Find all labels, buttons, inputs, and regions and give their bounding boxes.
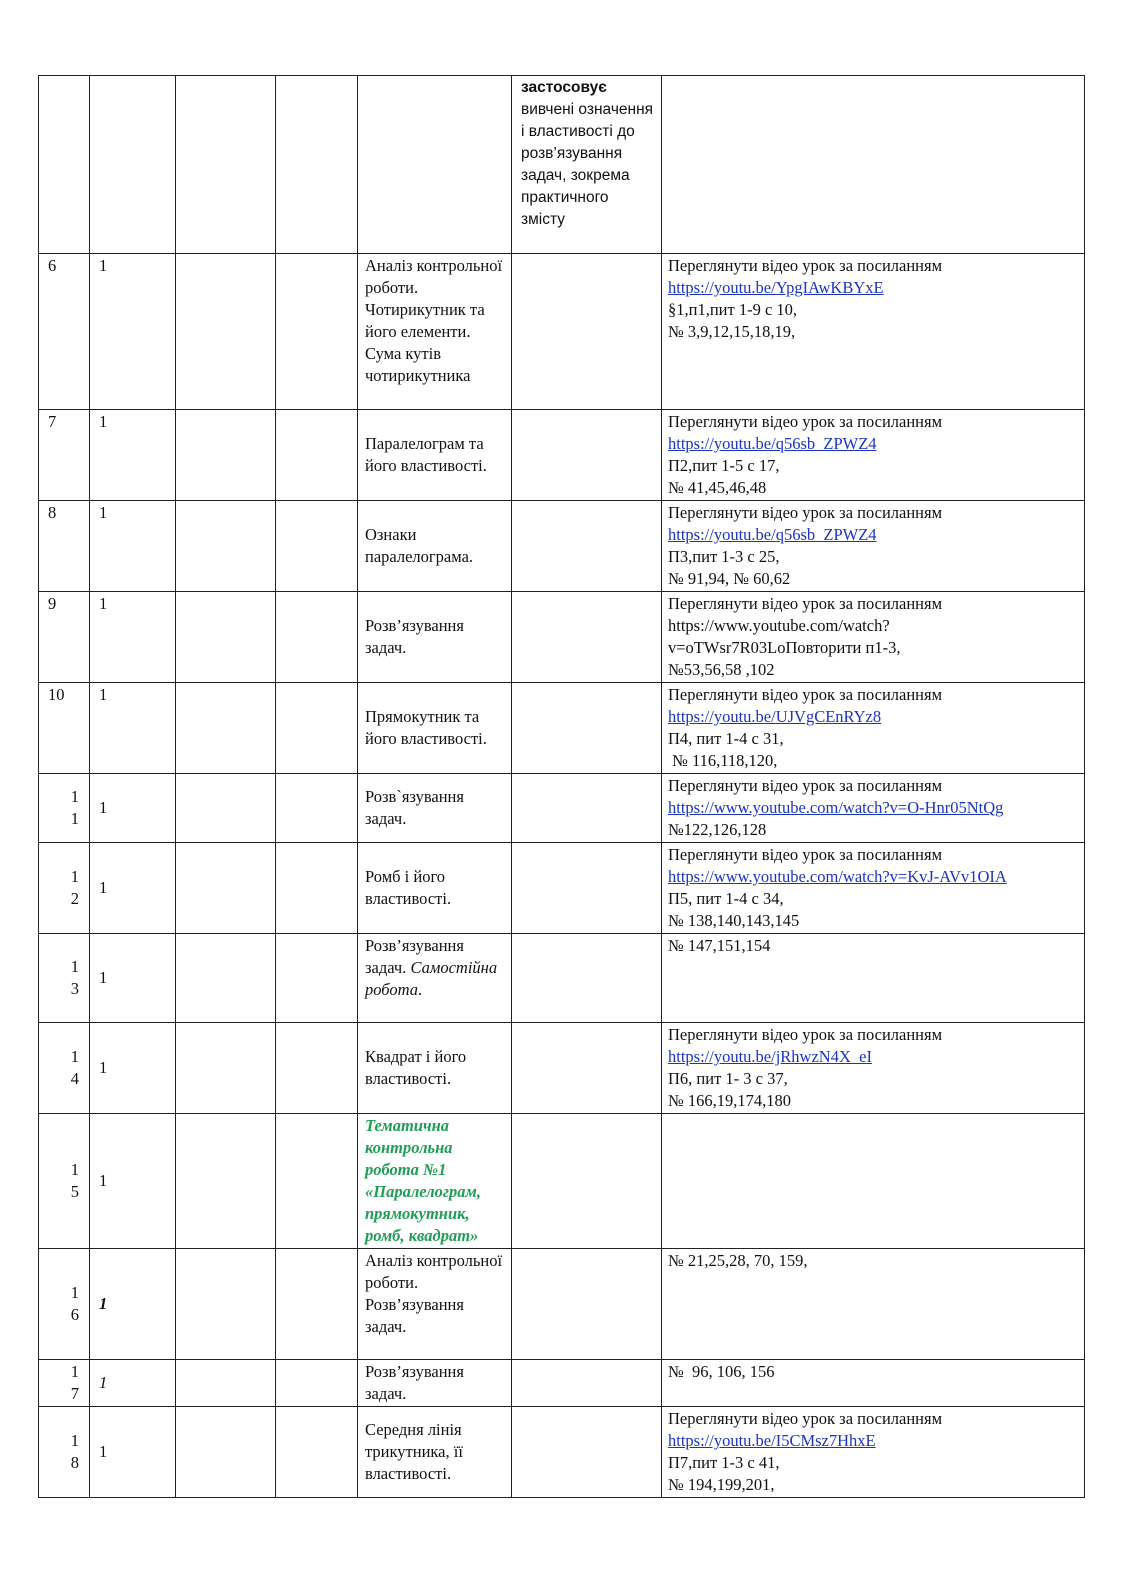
table-row bbox=[39, 774, 1085, 843]
outcome-text: вивчені означення і властивості до розв’язування задач, зокрема практичного змісту bbox=[521, 101, 654, 228]
empty-cell bbox=[176, 1360, 276, 1407]
video-instruction: Переглянути відео урок за посиланням bbox=[668, 845, 943, 864]
topic-text: Прямокутник та його властивості. bbox=[358, 683, 512, 774]
table-row bbox=[39, 76, 1085, 254]
hours-value: 1 bbox=[90, 683, 176, 774]
lesson-number-digit: 8 bbox=[70, 1453, 79, 1472]
video-instruction: Переглянути відео урок за посиланням bbox=[668, 594, 943, 613]
learning-outcome-cell bbox=[512, 1249, 662, 1360]
lesson-number-digit: 5 bbox=[70, 1182, 79, 1201]
lesson-number bbox=[39, 1407, 90, 1498]
lesson-number-digit: 1 bbox=[70, 787, 79, 806]
lesson-number: 10 bbox=[39, 683, 90, 774]
topic-end: . bbox=[417, 980, 423, 999]
homework-cell bbox=[662, 774, 1085, 843]
learning-outcome-cell bbox=[512, 592, 662, 683]
empty-cell bbox=[276, 683, 358, 774]
empty-cell bbox=[276, 592, 358, 683]
lesson-number bbox=[39, 1249, 90, 1360]
learning-outcome-cell bbox=[512, 1360, 662, 1407]
video-instruction: Переглянути відео урок за посиланням bbox=[668, 412, 943, 431]
homework-line: https://www.youtube.com/watch? bbox=[668, 616, 890, 635]
learning-outcome-cell bbox=[512, 254, 662, 410]
topic-text: Розв’язування задач. bbox=[358, 592, 512, 683]
topic-text: Ознаки паралелограма. bbox=[358, 501, 512, 592]
video-link[interactable]: https://www.youtube.com/watch?v=O-Hnr05NtQg bbox=[668, 798, 1004, 817]
lesson-number-digit: 1 bbox=[70, 1160, 79, 1179]
video-link[interactable]: https://youtu.be/jRhwzN4X_eI bbox=[668, 1047, 872, 1066]
empty-cell bbox=[176, 843, 276, 934]
video-link[interactable]: https://youtu.be/UJVgCEnRYz8 bbox=[668, 707, 882, 726]
video-instruction: Переглянути відео урок за посиланням bbox=[668, 685, 943, 704]
learning-outcome-cell bbox=[512, 410, 662, 501]
outcome-keyword: застосовує bbox=[521, 79, 607, 96]
homework-cell bbox=[662, 843, 1085, 934]
lesson-number bbox=[39, 1023, 90, 1114]
lesson-number-digit: 1 bbox=[70, 1431, 79, 1450]
learning-outcome-cell bbox=[512, 774, 662, 843]
empty-cell bbox=[276, 843, 358, 934]
lesson-number-digit: 1 bbox=[70, 867, 79, 886]
video-instruction: Переглянути відео урок за посиланням bbox=[668, 503, 943, 522]
homework-line: № 138,140,143,145 bbox=[668, 911, 800, 930]
learning-outcome-cell bbox=[512, 683, 662, 774]
lesson-number-cell bbox=[39, 76, 90, 254]
hours-value: 1 bbox=[90, 592, 176, 683]
homework-line: № 41,45,46,48 bbox=[668, 478, 767, 497]
empty-cell bbox=[176, 410, 276, 501]
empty-cell bbox=[276, 1023, 358, 1114]
homework-cell bbox=[662, 410, 1085, 501]
table-row bbox=[39, 934, 1085, 1023]
video-link[interactable]: https://youtu.be/I5CMsz7HhxE bbox=[668, 1431, 876, 1450]
lesson-number-digit: 4 bbox=[70, 1069, 79, 1088]
test-topic-text: Тематична контрольна робота №1 «Паралелограм, прямокутник, ромб, квадрат» bbox=[358, 1114, 512, 1249]
empty-cell bbox=[276, 76, 358, 254]
video-instruction: Переглянути відео урок за посиланням bbox=[668, 1025, 943, 1044]
homework-line: № 96, 106, 156 bbox=[668, 1362, 775, 1381]
homework-line: № 91,94, № 60,62 bbox=[668, 569, 791, 588]
empty-cell bbox=[176, 592, 276, 683]
learning-outcome-cell bbox=[512, 843, 662, 934]
lesson-number: 8 bbox=[39, 501, 90, 592]
empty-cell bbox=[176, 774, 276, 843]
empty-cell bbox=[176, 683, 276, 774]
learning-outcome-cell bbox=[512, 1407, 662, 1498]
hours-value: 1 bbox=[90, 410, 176, 501]
homework-cell bbox=[662, 683, 1085, 774]
empty-cell bbox=[176, 76, 276, 254]
empty-cell bbox=[176, 1114, 276, 1249]
homework-line: v=oTWsr7R03LoПовторити п1-3, bbox=[668, 638, 901, 657]
topic-text: Ромб і його властивості. bbox=[358, 843, 512, 934]
homework-cell bbox=[662, 254, 1085, 410]
homework-line: П5, пит 1-4 с 34, bbox=[668, 889, 784, 908]
lesson-number-digit: 1 bbox=[70, 1362, 79, 1381]
hours-value: 1 bbox=[90, 1114, 176, 1249]
lesson-number bbox=[39, 1114, 90, 1249]
hours-cell bbox=[90, 76, 176, 254]
hours-value: 1 bbox=[90, 254, 176, 410]
empty-cell bbox=[176, 254, 276, 410]
video-instruction: Переглянути відео урок за посиланням bbox=[668, 776, 943, 795]
lesson-plan-table bbox=[38, 75, 1085, 1498]
hours-value: 1 bbox=[90, 1023, 176, 1114]
video-link[interactable]: https://youtu.be/q56sb_ZPWZ4 bbox=[668, 525, 877, 544]
lesson-number bbox=[39, 1360, 90, 1407]
empty-cell bbox=[276, 934, 358, 1023]
lesson-number-digit: 2 bbox=[70, 889, 79, 908]
lesson-number bbox=[39, 774, 90, 843]
hours-value: 1 bbox=[90, 1249, 176, 1360]
table-row bbox=[39, 1360, 1085, 1407]
lesson-number-digit: 1 bbox=[70, 809, 79, 828]
table-row bbox=[39, 1023, 1085, 1114]
homework-line: П7,пит 1-3 с 41, bbox=[668, 1453, 780, 1472]
empty-cell bbox=[276, 501, 358, 592]
lesson-number: 7 bbox=[39, 410, 90, 501]
homework-cell bbox=[662, 592, 1085, 683]
topic-cell bbox=[358, 76, 512, 254]
homework-cell bbox=[662, 76, 1085, 254]
homework-cell bbox=[662, 1360, 1085, 1407]
topic-text: Квадрат і його властивості. bbox=[358, 1023, 512, 1114]
homework-line: № 3,9,12,15,18,19, bbox=[668, 322, 796, 341]
empty-cell bbox=[276, 774, 358, 843]
topic-text: Середня лінія трикутника, її властивості. bbox=[358, 1407, 512, 1498]
topic-cell bbox=[358, 934, 512, 1023]
lesson-number-digit: 7 bbox=[70, 1384, 79, 1403]
lesson-number bbox=[39, 843, 90, 934]
empty-cell bbox=[276, 1249, 358, 1360]
homework-line: № 116,118,120, bbox=[668, 751, 778, 770]
topic-text: Аналіз контрольної роботи. Розв’язування задач. bbox=[358, 1249, 512, 1360]
table-row bbox=[39, 501, 1085, 592]
topic-text: Розв’язування задач. bbox=[365, 936, 464, 977]
lesson-number: 6 bbox=[39, 254, 90, 410]
homework-line: П3,пит 1-3 с 25, bbox=[668, 547, 780, 566]
empty-cell bbox=[276, 1114, 358, 1249]
empty-cell bbox=[276, 254, 358, 410]
empty-cell bbox=[276, 1407, 358, 1498]
homework-cell bbox=[662, 1023, 1085, 1114]
hours-value: 1 bbox=[90, 934, 176, 1023]
empty-cell bbox=[276, 1360, 358, 1407]
topic-text: Розв`язування задач. bbox=[358, 774, 512, 843]
learning-outcome-cell bbox=[512, 501, 662, 592]
video-link[interactable]: https://youtu.be/q56sb_ZPWZ4 bbox=[668, 434, 877, 453]
homework-line: № 147,151,154 bbox=[668, 936, 771, 955]
table-row bbox=[39, 1407, 1085, 1498]
hours-value: 1 bbox=[90, 1360, 176, 1407]
learning-outcome-cell bbox=[512, 1114, 662, 1249]
empty-cell bbox=[176, 934, 276, 1023]
empty-cell bbox=[176, 1407, 276, 1498]
homework-line: № 166,19,174,180 bbox=[668, 1091, 791, 1110]
learning-outcome-cell bbox=[512, 934, 662, 1023]
video-link[interactable]: https://www.youtube.com/watch?v=KvJ-AVv1OIA bbox=[668, 867, 1007, 886]
hours-value: 1 bbox=[90, 501, 176, 592]
topic-text: Аналіз контрольної роботи. Чотирикутник та його елементи. Сума кутів чотирикутника bbox=[358, 254, 512, 410]
lesson-number-digit: 6 bbox=[70, 1305, 79, 1324]
topic-italic: Самостійна робота bbox=[365, 958, 498, 999]
lesson-number: 9 bbox=[39, 592, 90, 683]
homework-cell bbox=[662, 501, 1085, 592]
topic-text: Паралелограм та його властивості. bbox=[358, 410, 512, 501]
hours-value: 1 bbox=[90, 843, 176, 934]
lesson-number-digit: 1 bbox=[70, 1047, 79, 1066]
lesson-number-digit: 3 bbox=[70, 979, 79, 998]
learning-outcome-cell bbox=[512, 1023, 662, 1114]
table-row bbox=[39, 843, 1085, 934]
table-row bbox=[39, 1114, 1085, 1249]
lesson-number-digit: 1 bbox=[70, 957, 79, 976]
video-instruction: Переглянути відео урок за посиланням bbox=[668, 256, 943, 275]
table-row bbox=[39, 592, 1085, 683]
homework-line: П6, пит 1- 3 с 37, bbox=[668, 1069, 788, 1088]
table-row bbox=[39, 1249, 1085, 1360]
lesson-number bbox=[39, 934, 90, 1023]
homework-line: №53,56,58 ,102 bbox=[668, 660, 775, 679]
homework-line: №122,126,128 bbox=[668, 820, 767, 839]
video-instruction: Переглянути відео урок за посиланням bbox=[668, 1409, 943, 1428]
homework-line: П4, пит 1-4 с 31, bbox=[668, 729, 784, 748]
homework-line: §1,п1,пит 1-9 с 10, bbox=[668, 300, 798, 319]
topic-text: Розв’язування задач. bbox=[358, 1360, 512, 1407]
empty-cell bbox=[276, 410, 358, 501]
homework-line: № 21,25,28, 70, 159, bbox=[668, 1251, 808, 1270]
hours-value: 1 bbox=[90, 774, 176, 843]
homework-cell bbox=[662, 1249, 1085, 1360]
hours-value: 1 bbox=[90, 1407, 176, 1498]
empty-cell bbox=[176, 1249, 276, 1360]
learning-outcome-cell bbox=[512, 76, 662, 254]
homework-line: № 194,199,201, bbox=[668, 1475, 775, 1494]
table-row bbox=[39, 254, 1085, 410]
empty-cell bbox=[176, 1023, 276, 1114]
table-row bbox=[39, 683, 1085, 774]
homework-cell bbox=[662, 934, 1085, 1023]
homework-cell bbox=[662, 1114, 1085, 1249]
homework-line: П2,пит 1-5 с 17, bbox=[668, 456, 780, 475]
table-row bbox=[39, 410, 1085, 501]
homework-cell bbox=[662, 1407, 1085, 1498]
lesson-number-digit: 1 bbox=[70, 1283, 79, 1302]
video-link[interactable]: https://youtu.be/YpgIAwKBYxE bbox=[668, 278, 884, 297]
empty-cell bbox=[176, 501, 276, 592]
